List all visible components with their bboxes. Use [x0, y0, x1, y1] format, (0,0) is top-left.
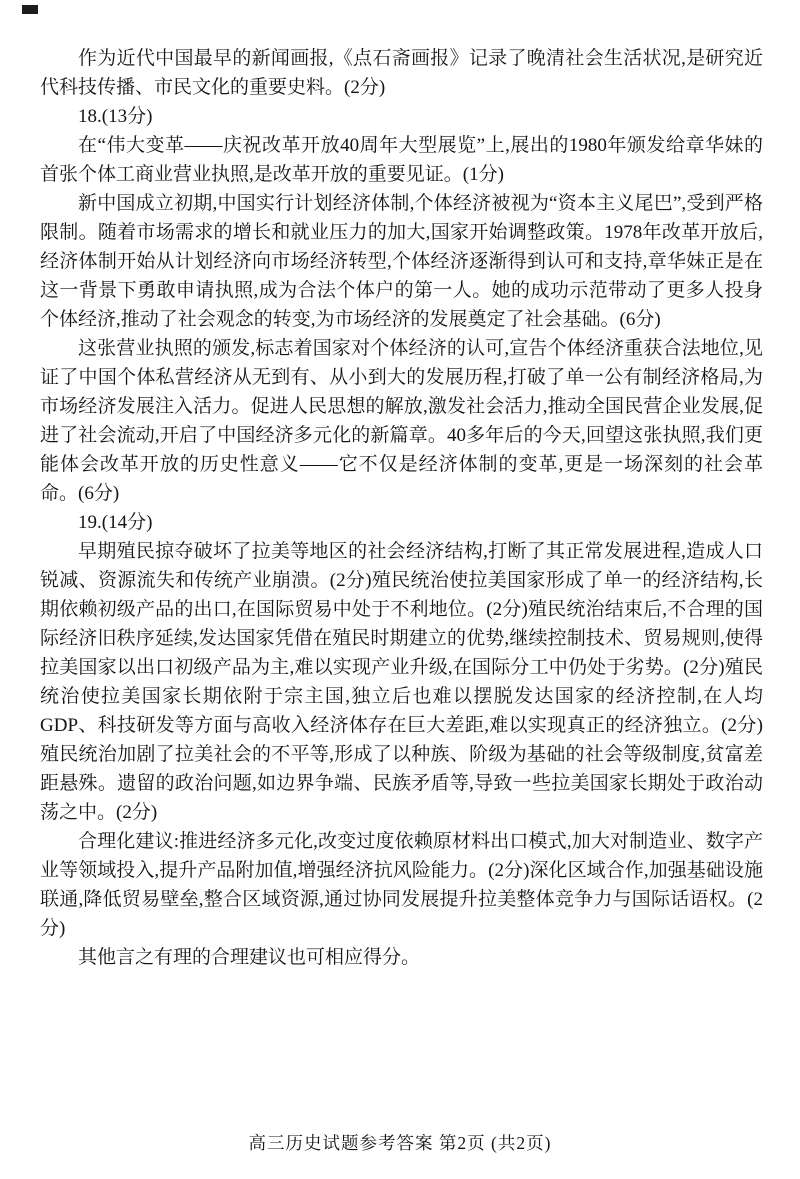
paragraph-answer-19-part-1: 早期殖民掠夺破坏了拉美等地区的社会经济结构,打断了其正常发展进程,造成人口锐减、资源流失和传统产业崩溃。(2分)殖民统治使拉美国家形成了单一的经济结构,长期依赖初级产品的出口,在国际贸易中处于不利地位。(2分)殖民统治结束后,不合理的国际经济旧秩序延续,发达国家凭借在殖民时期建立的优势,继续控制技术、贸易规则,使得拉美国家以出口初级产品为主,难以实现产业升级,在国际分工中仍处于劣势。(2分)殖民统治使拉美国家长期依附于宗主国,独立后也难以摆脱发达国家的经济控制,在人均 GDP、科技研发等方面与高收入经济体存在巨大差距,难以实现真正的经济独立。(2分)殖民统治加剧了拉美社会的不平等,形成了以种族、阶级为基础的社会等级制度,贫富差距悬殊。遗留的政治问题,如边界争端、民族矛盾等,导致一些拉美国家长期处于政治动荡之中。(2分) [40, 541, 763, 823]
paragraph-answer-19-part-2: 合理化建议:推进经济多元化,改变过度依赖原材料出口模式,加大对制造业、数字产业等领域投入,提升产品附加值,增强经济抗风险能力。(2分)深化区域合作,加强基础设施联通,降低贸易壁垒,整合区域资源,通过协同发展提升拉美整体竞争力与国际话语权。(2分) [40, 831, 763, 939]
paragraph-answer-19-note: 其他言之有理的合理建议也可相应得分。 [78, 947, 421, 968]
paragraph-answer-18-part-1: 在“伟大变革——庆祝改革开放40周年大型展览”上,展出的1980年颁发给章华妹的首张个体工商业营业执照,是改革开放的重要见证。(1分) [40, 135, 763, 185]
paragraph-answer-18-part-3: 这张营业执照的颁发,标志着国家对个体经济的认可,宣告个体经济重获合法地位,见证了中国个体私营经济从无到有、从小到大的发展历程,打破了单一公有制经济格局,为市场经济发展注入活力。促进人民思想的解放,激发社会活力,推动全国民营企业发展,促进了社会流动,开启了中国经济多元化的新篇章。40多年后的今天,回望这张执照,我们更能体会改革开放的历史性意义——它不仅是经济体制的变革,更是一场深刻的社会革命。(6分) [40, 338, 763, 504]
paragraph-question-18-heading: 18.(13分) [78, 106, 153, 127]
paragraph-answer-17-continuation: 作为近代中国最早的新闻画报,《点石斋画报》记录了晚清社会生活状况,是研究近代科技传播、市民文化的重要史料。(2分) [40, 48, 763, 98]
scan-corner-mark [22, 5, 38, 14]
answer-content [40, 44, 763, 972]
paragraph-answer-18-part-2: 新中国成立初期,中国实行计划经济体制,个体经济被视为“资本主义尾巴”,受到严格限制。随着市场需求的增长和就业压力的加大,国家开始调整政策。1978年改革开放后,经济体制开始从计划经济向市场经济转型,个体经济逐渐得到认可和支持,章华妹正是在这一背景下勇敢申请执照,成为合法个体户的第一人。她的成功示范带动了更多人投身个体经济,推动了社会观念的转变,为市场经济的发展奠定了社会基础。(6分) [40, 193, 763, 330]
paragraph-question-19-heading: 19.(14分) [78, 512, 153, 533]
page-footer: 高三历史试题参考答案 第2页 (共2页) [248, 1133, 552, 1153]
